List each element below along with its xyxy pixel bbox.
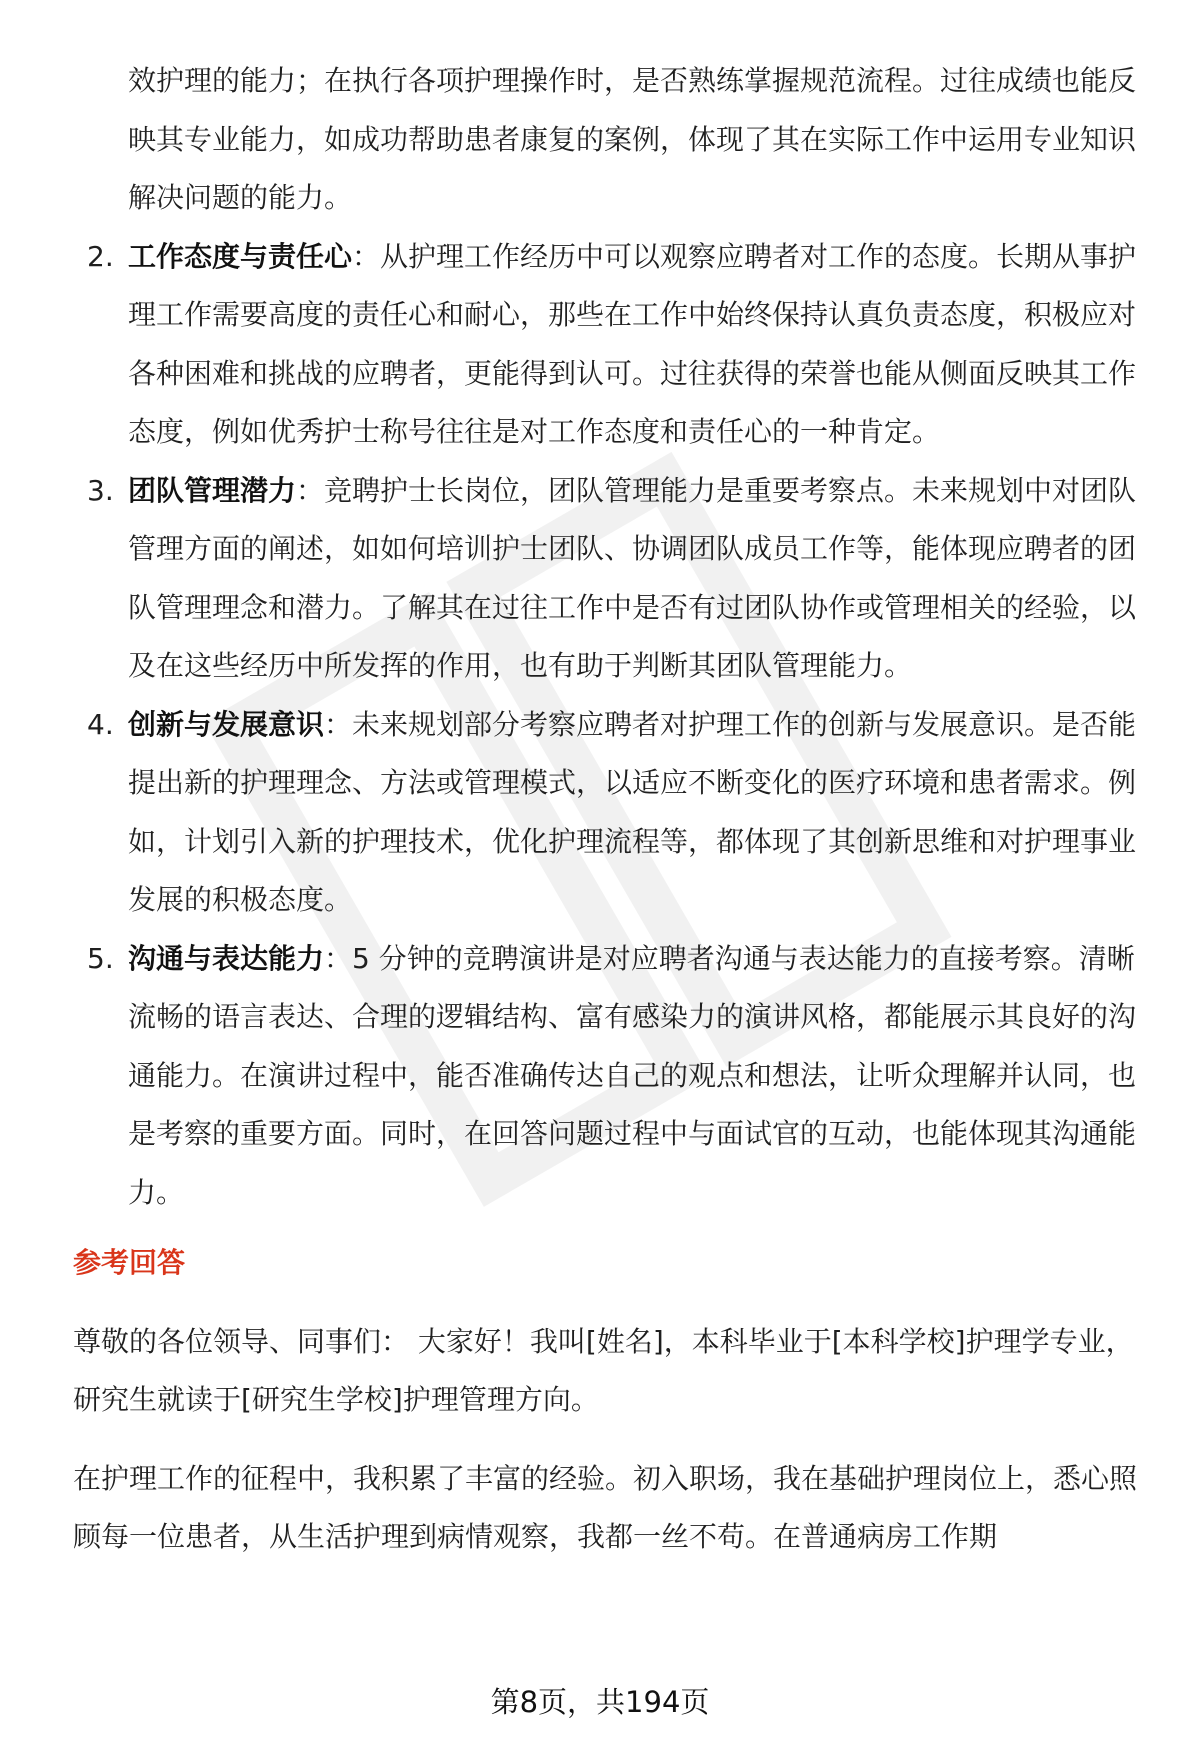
list-item-text: ：从护理工作经历中可以观察应聘者对工作的态度。长期从事护理工作需要高度的责任心和耐心，那些在工作中始终保持认真负责态度，积极应对各种困难和挑战的应聘者，更能得到认可。过往获得的荣誉也能从侧面反映其工作态度，例如优秀护士称号往往是对工作态度和责任心的一种肯定。 [128,239,1137,448]
list-item-text: ：竞聘护士长岗位，团队管理能力是重要考察点。未来规划中对团队管理方面的阐述，如如何培训护士团队、协调团队成员工作等，能体现应聘者的团队管理理念和潜力。了解其在过往工作中是否有过团队协作或管理相关的经验，以及在这些经历中所发挥的作用，也有助于判断其团队管理能力。 [128,473,1137,682]
page-number-footer: 第8页，共194页 [490,1685,710,1719]
list-item-number: 3. [87,473,114,507]
answer-paragraph: 在护理工作的征程中，我积累了丰富的经验。初入职场，我在基础护理岗位上，悉心照顾每一位患者，从生活护理到病情观察，我都一丝不苟。在普通病房工作期 [73,1461,1138,1553]
criteria-list [73,228,1143,1223]
list-item [73,930,1143,1223]
list-item-term: 沟通与表达能力 [128,941,325,975]
list-item-term: 创新与发展意识 [128,707,325,741]
section-title-reference-answer: 参考回答 [73,1246,186,1279]
list-item [73,696,1143,930]
answer-paragraph: 尊敬的各位领导、同事们： 大家好！我叫[姓名]，本科毕业于[本科学校]护理学专业，研究生就读于[研究生学校]护理管理方向。 [73,1324,1134,1416]
list-item [73,462,1143,696]
list-item-number: 2. [87,239,114,273]
list-item-number: 5. [87,941,114,975]
list-item-text: ：未来规划部分考察应聘者对护理工作的创新与发展意识。是否能提出新的护理理念、方法或管理模式，以适应不断变化的医疗环境和患者需求。例如，计划引入新的护理技术，优化护理流程等，都体现了其创新思维和对护理事业发展的积极态度。 [128,707,1137,916]
list-item-number: 4. [87,707,114,741]
list-item [73,228,1143,462]
document-body [73,52,1143,1567]
list-item-term: 团队管理潜力 [128,473,297,507]
list-item-text: ：5 分钟的竞聘演讲是对应聘者沟通与表达能力的直接考察。清晰流畅的语言表达、合理的逻辑结构、富有感染力的演讲风格，都能展示其良好的沟通能力。在演讲过程中，能否准确传达自己的观点和想法，让听众理解并认同，也是考察的重要方面。同时，在回答问题过程中与面试官的互动，也能体现其沟通能力。 [128,941,1137,1209]
list-item-term: 工作态度与责任心 [128,239,353,273]
continuation-paragraph: 效护理的能力；在执行各项护理操作时，是否熟练掌握规范流程。过往成绩也能反映其专业能力，如成功帮助患者康复的案例，体现了其在实际工作中运用专业知识解决问题的能力。 [128,64,1137,214]
